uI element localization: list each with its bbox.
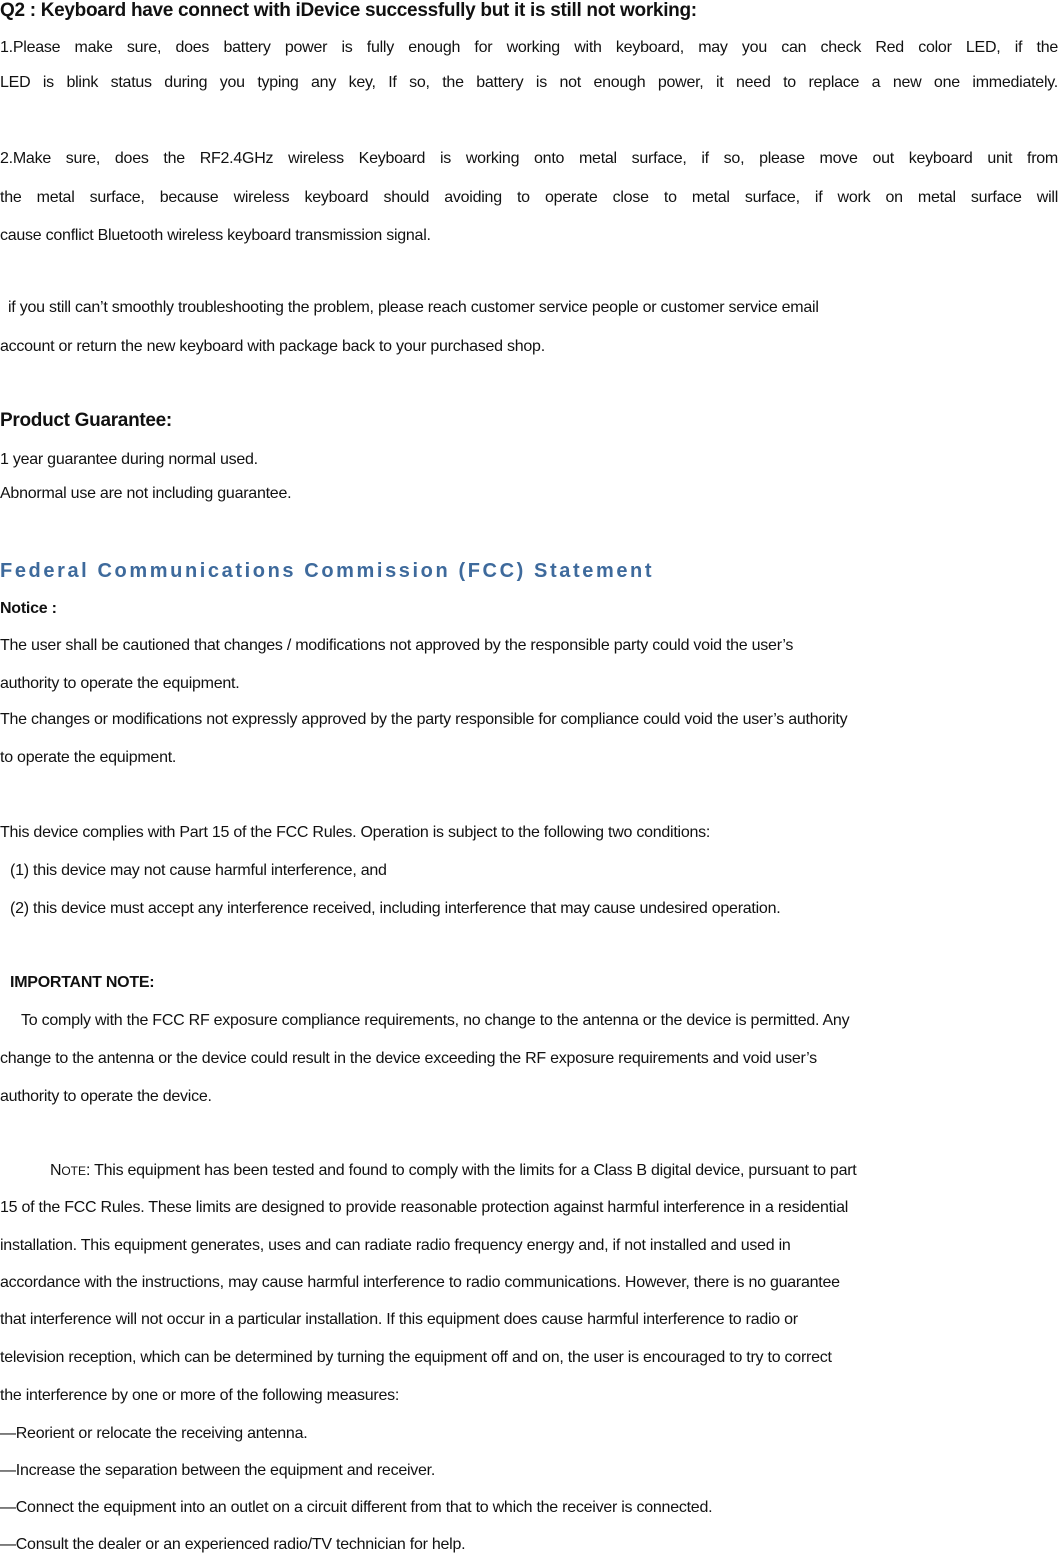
fcc-part15-intro: This device complies with Part 15 of the FCC Rules. Operation is subject to the following two conditions: xyxy=(0,824,711,841)
q2-heading: Q2 : Keyboard have connect with iDevice successfully but it is still not working: xyxy=(0,0,697,21)
fcc-notice-line2: authority to operate the equipment. xyxy=(0,675,240,692)
fcc-notice-line4: to operate the equipment. xyxy=(0,749,177,766)
fcc-note-line3: installation. This equipment generates, uses and can radiate radio frequency energy and, if not installed and used in xyxy=(0,1237,791,1254)
fcc-important-line2: change to the antenna or the device could result in the device exceeding the RF exposure requirements and void user’s xyxy=(0,1050,817,1067)
fcc-note-line7: the interference by one or more of the following measures: xyxy=(0,1387,400,1404)
fcc-important-line1: To comply with the FCC RF exposure compliance requirements, no change to the antenna or the device is permitted. Any xyxy=(21,1012,850,1029)
fcc-condition-2: (2) this device must accept any interference received, including interference that may cause undesired operation. xyxy=(10,900,781,917)
fcc-condition-1: (1) this device may not cause harmful interference, and xyxy=(10,862,387,879)
fcc-measure-item: —Increase the separation between the equipment and receiver. xyxy=(0,1462,436,1479)
fcc-important-line3: authority to operate the device. xyxy=(0,1088,212,1105)
q2-contact-line2: account or return the new keyboard with package back to your purchased shop. xyxy=(0,338,545,355)
q2-item2-line1: 2.Make sure, does the RF2.4GHz wireless Keyboard is working onto metal surface, if so, please move out keyboard unit from xyxy=(0,150,1058,167)
fcc-note-label-rest: OTE xyxy=(61,1164,86,1178)
q2-item2-line2: the metal surface, because wireless keyboard should avoiding to operate close to metal surface, if work on metal surface will xyxy=(0,189,1058,206)
fcc-heading: Federal Communications Commission (FCC) Statement xyxy=(0,560,655,582)
fcc-note-line2: 15 of the FCC Rules. These limits are designed to provide reasonable protection against harmful interference in a residential xyxy=(0,1199,849,1216)
fcc-note-line1-text: : This equipment has been tested and found to comply with the limits for a Class B digital device, pursuant to part xyxy=(85,1162,857,1179)
fcc-note-line1 xyxy=(50,1161,856,1181)
fcc-note-label-first: N xyxy=(50,1162,62,1179)
fcc-note-line4: accordance with the instructions, may cause harmful interference to radio communications. However, there is no guarantee xyxy=(0,1274,840,1291)
guarantee-line2: Abnormal use are not including guarantee. xyxy=(0,485,292,502)
fcc-notice-line1: The user shall be cautioned that changes / modifications not approved by the responsible party could void the user’s xyxy=(0,637,794,654)
fcc-notice-label: Notice : xyxy=(0,600,57,617)
q2-item2-line3: cause conflict Bluetooth wireless keyboard transmission signal. xyxy=(0,227,431,244)
fcc-note-line6: television reception, which can be determined by turning the equipment off and on, the user is encouraged to try to correct xyxy=(0,1349,832,1366)
fcc-notice-line3: The changes or modifications not expressly approved by the party responsible for compliance could void the user’s authority xyxy=(0,711,848,728)
guarantee-heading: Product Guarantee: xyxy=(0,410,172,431)
guarantee-line1: 1 year guarantee during normal used. xyxy=(0,451,258,468)
fcc-measure-item: —Consult the dealer or an experienced radio/TV technician for help. xyxy=(0,1536,466,1553)
q2-contact-line1: if you still can’t smoothly troubleshooting the problem, please reach customer service people or customer service email xyxy=(8,299,819,316)
fcc-note-line5: that interference will not occur in a particular installation. If this equipment does cause harmful interference to radio or xyxy=(0,1311,798,1328)
q2-item1-line1: 1.Please make sure, does battery power is fully enough for working with keyboard, may you can check Red color LED, if the xyxy=(0,39,1058,56)
fcc-important-label: IMPORTANT NOTE: xyxy=(10,974,155,991)
q2-item1-line2: LED is blink status during you typing any key, If so, the battery is not enough power, it need to replace a new one immediately. xyxy=(0,74,1058,91)
fcc-measure-item: —Connect the equipment into an outlet on a circuit different from that to which the receiver is connected. xyxy=(0,1499,713,1516)
fcc-measure-item: —Reorient or relocate the receiving antenna. xyxy=(0,1425,308,1442)
